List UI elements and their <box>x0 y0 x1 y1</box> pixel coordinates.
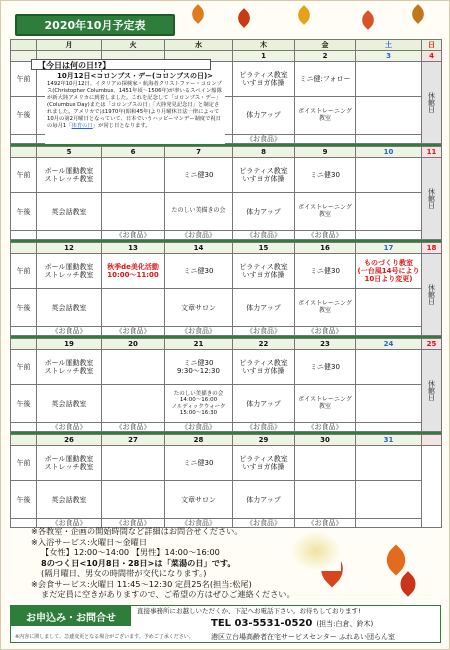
event-cell <box>102 446 165 481</box>
date-cell: 5 <box>37 147 102 158</box>
event-cell: ミニ健30 <box>295 254 356 289</box>
event-cell: ボイストレーニング 教室 <box>295 385 356 423</box>
date-cell: 31 <box>356 435 422 446</box>
event-cell: ミニ健30 <box>165 446 233 481</box>
am-label: 午前 <box>11 158 37 193</box>
notes-row <box>11 423 442 432</box>
contact-footnote: ※内容に関しまして、急遽変更となる場合がございます。予めご了承ください。 <box>15 634 194 640</box>
contact-address: 港区立台場高齢者在宅サービスセンター ふれあい団らん室 <box>211 633 395 641</box>
date-cell: 4 <box>422 51 442 62</box>
event-cell: ミニ健30 <box>165 158 233 193</box>
date-cell: 28 <box>165 435 233 446</box>
event-cell: ミニ健:フォロー <box>295 62 356 97</box>
date-cell: 21 <box>165 339 233 350</box>
event-cell: 英会話教室 <box>37 289 102 327</box>
event-cell <box>295 481 356 519</box>
meal-note <box>356 423 422 432</box>
weekday-sun: 日 <box>422 40 442 51</box>
date-cell: 19 <box>37 339 102 350</box>
meal-note: 《お食品》 <box>37 519 102 528</box>
meal-note: 《お食品》 <box>165 423 233 432</box>
event-cell <box>356 289 422 327</box>
event-cell: ミニ健30 <box>295 158 356 193</box>
maple-leaf-icon <box>395 571 420 596</box>
event-cell <box>102 385 165 423</box>
event-cell <box>295 446 356 481</box>
event-cell <box>356 481 422 519</box>
event-cell <box>356 62 422 97</box>
pm-row <box>11 481 442 519</box>
date-cell: 15 <box>233 243 295 254</box>
date-cell: 12 <box>37 243 102 254</box>
event-cell <box>102 158 165 193</box>
meal-note: 《お食品》 <box>165 519 233 528</box>
meal-note: 《お食品》 <box>233 423 295 432</box>
pm-row <box>11 385 442 423</box>
meal-note: 《お食品》 <box>233 327 295 336</box>
meal-note: 《お食品》 <box>102 423 165 432</box>
pm-label: 午後 <box>11 385 37 423</box>
page-title: 2020年10月予定表 <box>15 14 175 36</box>
meal-note: 《お食品》 <box>102 327 165 336</box>
date-row <box>11 243 442 254</box>
sunday-closed-cell <box>422 446 442 528</box>
event-cell <box>356 385 422 423</box>
event-cell: ボイストレーニング 教室 <box>295 289 356 327</box>
date-cell: 27 <box>102 435 165 446</box>
meal-note: 《お食品》 <box>295 423 356 432</box>
event-cell: 体力アップ <box>233 289 295 327</box>
date-row <box>11 147 442 158</box>
event-cell <box>356 446 422 481</box>
event-cell: たのしい美描きの会 14:00〜16:00 ノルディックウォーク 15:00〜16:30 <box>165 385 233 423</box>
date-row <box>11 435 442 446</box>
am-label: 午前 <box>11 350 37 385</box>
pm-label: 午後 <box>11 97 37 135</box>
date-cell: 13 <box>102 243 165 254</box>
meal-note <box>356 135 422 144</box>
contact-tel[interactable]: TEL 03-5531-0520 (担当:白倉、鈴木) <box>211 618 374 629</box>
weekday-mon: 月 <box>37 40 102 51</box>
event-cell: ピラティス教室 いすヨガ体操 <box>233 446 295 481</box>
pm-label: 午後 <box>11 289 37 327</box>
event-cell: ボイストレーニング 教室 <box>295 97 356 135</box>
event-cell: 英会話教室 <box>37 193 102 231</box>
meal-note: 《お食品》 <box>102 231 165 240</box>
am-label: 午前 <box>11 62 37 97</box>
event-cell: ボール運動教室 ストレッチ教室 <box>37 350 102 385</box>
meal-note: 《お食品》 <box>233 231 295 240</box>
contact-label: お申込み・お問合せ <box>11 606 131 626</box>
meal-note: 《お食品》 <box>295 327 356 336</box>
event-cell: 文章サロン <box>165 289 233 327</box>
date-cell: 26 <box>37 435 102 446</box>
date-cell: 7 <box>165 147 233 158</box>
meal-note <box>356 327 422 336</box>
meal-note <box>356 519 422 528</box>
event-cell <box>102 481 165 519</box>
maple-leaf-icon <box>408 4 428 24</box>
contact-bar <box>10 605 441 643</box>
weekday-fri: 金 <box>295 40 356 51</box>
meal-note: 《お食品》 <box>233 519 295 528</box>
event-cell: ボール運動教室 ストレッチ教室 <box>37 158 102 193</box>
weekday-thu: 木 <box>233 40 295 51</box>
event-cell: たのしい美描きの会 <box>165 193 233 231</box>
event-cell: ボイストレーニング 教室 <box>295 193 356 231</box>
meal-note: 《お食品》 <box>102 519 165 528</box>
date-cell: 20 <box>102 339 165 350</box>
maple-leaf-icon <box>294 5 314 25</box>
weekday-sat: 土 <box>356 40 422 51</box>
pm-row <box>11 193 442 231</box>
event-cell: 英会話教室 <box>37 385 102 423</box>
meal-note: 《お食品》 <box>295 231 356 240</box>
am-label: 午前 <box>11 254 37 289</box>
date-cell: 2 <box>295 51 356 62</box>
meal-note <box>37 231 102 240</box>
event-cell: 秋季de美化活動 10:00〜11:00 <box>102 254 165 289</box>
info-heading: 【今日は何の日!?】 <box>31 59 211 70</box>
pm-label: 午後 <box>11 193 37 231</box>
date-cell: 17 <box>356 243 422 254</box>
date-cell: 8 <box>233 147 295 158</box>
event-cell <box>356 97 422 135</box>
meal-note: 《お食品》 <box>233 135 295 144</box>
meal-note: 《お食品》 <box>295 519 356 528</box>
date-cell: 11 <box>422 147 442 158</box>
meal-note <box>295 135 356 144</box>
info-title: 10月12日<コロンブス・デー(コロンブスの日)> <box>56 72 214 80</box>
event-cell: ミニ健30 <box>295 350 356 385</box>
maple-leaf-icon <box>188 4 208 24</box>
date-cell: 14 <box>165 243 233 254</box>
info-link[interactable]: 体育の日 <box>71 123 93 130</box>
am-row <box>11 350 442 385</box>
meal-note <box>356 231 422 240</box>
weekday-header-row <box>11 40 442 51</box>
event-cell <box>356 158 422 193</box>
date-cell: 3 <box>356 51 422 62</box>
info-body: 1492年10月12日、イタリアの探検家・航海者クリストファー・コロンブス(Christopher Columbus、1451年頃〜1506年)が率いるスペイン船隊が新大陸アメリカに到着しました。これを記念して「コロンブス・デー」(Columbus Day)または「コロンブスの日」「大陸発見記念日」と制定されました。アメリカでは1970年(昭和45年)より月曜休日法一律によって10月の第2月曜日となっていて、日本でいうハッピーマンデー制度で祝日の毎月1「体育の日」が同じ日となります。 <box>47 81 222 130</box>
date-cell: 22 <box>233 339 295 350</box>
event-cell: ピラティス教室 いすヨガ体操 <box>233 62 295 97</box>
event-cell: 体力アップ <box>233 481 295 519</box>
meal-note: 《お食品》 <box>37 327 102 336</box>
date-cell: 6 <box>102 147 165 158</box>
meal-note: 《お食品》 <box>165 327 233 336</box>
event-cell: ピラティス教室 いすヨガ体操 <box>233 350 295 385</box>
event-cell: ものづくり教室 (一台風14号により 10日より変更) <box>356 254 422 289</box>
event-cell: 文章サロン <box>165 481 233 519</box>
event-cell: 体力アップ <box>233 385 295 423</box>
info-box <box>45 72 225 144</box>
event-cell: 体力アップ <box>233 193 295 231</box>
date-cell: 29 <box>233 435 295 446</box>
maple-leaf-icon <box>358 10 378 30</box>
event-cell: ピラティス教室 いすヨガ体操 <box>233 158 295 193</box>
date-cell: 18 <box>422 243 442 254</box>
event-cell <box>102 193 165 231</box>
pm-row <box>11 289 442 327</box>
date-row <box>11 339 442 350</box>
event-cell: ミニ健30 <box>165 254 233 289</box>
contact-lead: 直接事務所にお越しいただくか、下記へお電話下さい。お待ちしております! <box>137 607 361 615</box>
event-cell: ボール運動教室 ストレッチ教室 <box>37 446 102 481</box>
event-cell: 英会話教室 <box>37 481 102 519</box>
meal-note: 《お食品》 <box>37 423 102 432</box>
date-cell: 10 <box>356 147 422 158</box>
event-cell: ボール運動教室 ストレッチ教室 <box>37 254 102 289</box>
sunday-closed-cell: 休館日 <box>422 158 442 240</box>
event-cell: ピラティス教室 いすヨガ体操 <box>233 254 295 289</box>
date-cell: 16 <box>295 243 356 254</box>
notes-section: ※各教室・企画の開始時間など詳細はお問合せください。 ※入浴サービス:火曜日〜金曜日 【女性】12:00〜14:00 【男性】14:00〜16:00 8のつく日<10月8日・28日>は「菜湯の日」です。 (隔月曜日、男女の時間帯が交代になります。) ※会食サービス:火曜日 11:45〜12:30 定員25名(担当:松尾) まだ定員に空きがありますので、ご希望の方はぜひご連絡ください。 <box>31 526 295 599</box>
meal-note: 《お食品》 <box>165 231 233 240</box>
event-cell <box>356 350 422 385</box>
event-cell <box>102 289 165 327</box>
event-cell <box>102 350 165 385</box>
am-row <box>11 254 442 289</box>
weekday-tue: 火 <box>102 40 165 51</box>
date-cell: 30 <box>295 435 356 446</box>
date-cell: 23 <box>295 339 356 350</box>
date-cell: 9 <box>295 147 356 158</box>
am-row <box>11 158 442 193</box>
date-cell: 25 <box>422 339 442 350</box>
am-label: 午前 <box>11 446 37 481</box>
weekday-wed: 水 <box>165 40 233 51</box>
am-row <box>11 446 442 481</box>
notes-row <box>11 327 442 336</box>
event-cell: 体力アップ <box>233 97 295 135</box>
sunday-closed-cell: 休館日 <box>422 62 442 144</box>
notes-row <box>11 231 442 240</box>
sunday-closed-cell: 休館日 <box>422 254 442 336</box>
date-cell: 1 <box>233 51 295 62</box>
date-cell <box>422 435 442 446</box>
date-cell: 24 <box>356 339 422 350</box>
sunday-closed-cell: 休館日 <box>422 350 442 432</box>
maple-leaf-icon <box>234 8 254 28</box>
pm-label: 午後 <box>11 481 37 519</box>
event-cell <box>356 193 422 231</box>
event-cell: ミニ健30 9:30〜12:30 <box>165 350 233 385</box>
